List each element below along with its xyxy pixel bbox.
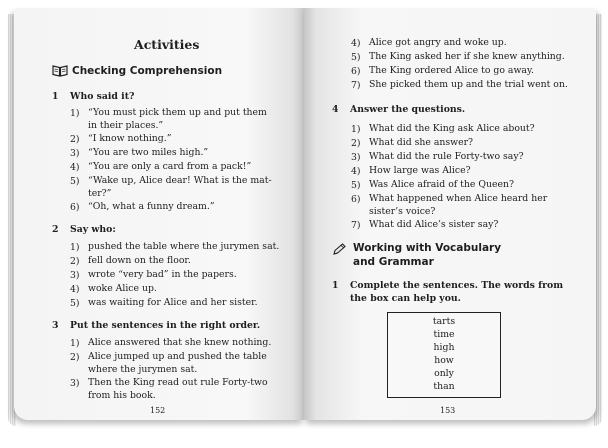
list-item: pushed the table where the jurymen sat. bbox=[88, 241, 280, 252]
list-item: “Wake up, Alice dear! What is the mat- bbox=[88, 175, 272, 186]
task-number: 1 bbox=[52, 91, 59, 102]
section-heading-checking: Checking Comprehension bbox=[72, 65, 223, 77]
word-box-item: than bbox=[433, 381, 455, 392]
pencil-icon bbox=[332, 243, 346, 256]
list-item-continuation: ter?” bbox=[88, 188, 112, 199]
word-box-item: only bbox=[434, 368, 454, 379]
task-number: 2 bbox=[52, 224, 59, 235]
item-number: 5) bbox=[70, 298, 80, 309]
task-number: 4 bbox=[332, 104, 339, 115]
list-item: woke Alice up. bbox=[88, 283, 157, 294]
word-box-item: time bbox=[433, 329, 455, 340]
item-number: 6) bbox=[351, 66, 361, 77]
task-number: 1 bbox=[332, 280, 339, 291]
list-item: How large was Alice? bbox=[369, 165, 471, 176]
item-number: 2) bbox=[70, 134, 80, 145]
word-box bbox=[387, 312, 501, 398]
list-item: “Oh, what a funny dream.” bbox=[88, 201, 215, 212]
list-item: What did Alice’s sister say? bbox=[369, 219, 499, 230]
item-number: 1) bbox=[70, 338, 80, 349]
item-number: 5) bbox=[70, 176, 80, 187]
list-item: Was Alice afraid of the Queen? bbox=[369, 179, 514, 190]
item-number: 2) bbox=[70, 256, 80, 267]
list-item: What did she answer? bbox=[369, 137, 474, 148]
item-number: 4) bbox=[351, 166, 361, 177]
item-number: 6) bbox=[351, 194, 361, 205]
item-number: 1) bbox=[70, 108, 80, 119]
item-number: 2) bbox=[351, 138, 361, 149]
item-number: 1) bbox=[70, 242, 80, 253]
list-item: “I know nothing.” bbox=[88, 133, 172, 144]
item-number: 5) bbox=[351, 180, 361, 191]
item-number: 3) bbox=[351, 152, 361, 163]
task-title: Who said it? bbox=[70, 91, 135, 102]
list-item: wrote “very bad” in the papers. bbox=[88, 269, 237, 280]
list-item: Alice got angry and woke up. bbox=[369, 37, 507, 48]
list-item-continuation: in their places.” bbox=[88, 120, 164, 131]
word-box-item: tarts bbox=[432, 316, 456, 327]
item-number: 6) bbox=[70, 202, 80, 213]
item-number: 3) bbox=[70, 148, 80, 159]
item-number: 3) bbox=[70, 378, 80, 389]
list-item: The King ordered Alice to go away. bbox=[369, 65, 534, 76]
item-number: 4) bbox=[351, 38, 361, 49]
list-item: She picked them up and the trial went on. bbox=[369, 79, 568, 90]
task-instruction-line2: the box can help you. bbox=[350, 293, 461, 304]
list-item: What did the rule Forty-two say? bbox=[369, 151, 524, 162]
list-item: was waiting for Alice and her sister. bbox=[88, 297, 258, 308]
list-item: fell down on the floor. bbox=[88, 255, 191, 266]
item-number: 7) bbox=[351, 220, 361, 231]
page-number: 152 bbox=[150, 406, 166, 415]
section-heading-vocabulary-line2: and Grammar bbox=[353, 256, 434, 268]
item-number: 1) bbox=[351, 124, 361, 135]
list-item: Then the King read out rule Forty-two bbox=[88, 377, 268, 388]
list-item: Alice jumped up and pushed the table bbox=[88, 351, 267, 362]
item-number: 4) bbox=[70, 284, 80, 295]
list-item: “You are only a card from a pack!” bbox=[88, 161, 252, 172]
section-heading-vocabulary: Working with Vocabulary bbox=[353, 242, 502, 254]
item-number: 2) bbox=[70, 352, 80, 363]
book-icon bbox=[52, 64, 68, 77]
list-item: What happened when Alice heard her bbox=[369, 193, 548, 204]
list-item: The King asked her if she knew anything. bbox=[369, 51, 565, 62]
item-number: 3) bbox=[70, 270, 80, 281]
item-number: 5) bbox=[351, 52, 361, 63]
item-number: 7) bbox=[351, 80, 361, 91]
list-item-continuation: sister’s voice? bbox=[369, 206, 436, 217]
page-title: Activities bbox=[134, 37, 200, 52]
list-item-continuation: where the jurymen sat. bbox=[88, 364, 198, 375]
word-box-item: how bbox=[434, 355, 454, 366]
list-item: Alice answered that she knew nothing. bbox=[88, 337, 272, 348]
list-item-continuation: from his book. bbox=[88, 390, 156, 401]
task-title: Say who: bbox=[70, 224, 116, 235]
task-title: Put the sentences in the right order. bbox=[70, 320, 261, 331]
item-number: 4) bbox=[70, 162, 80, 173]
task-instruction: Complete the sentences. The words from bbox=[350, 280, 564, 291]
list-item: What did the King ask Alice about? bbox=[369, 123, 535, 134]
page-number: 153 bbox=[440, 406, 456, 415]
list-item: “You are two miles high.” bbox=[88, 147, 209, 158]
task-number: 3 bbox=[52, 320, 59, 331]
list-item: “You must pick them up and put them bbox=[88, 107, 267, 118]
word-box-item: high bbox=[433, 342, 455, 353]
task-title: Answer the questions. bbox=[350, 104, 466, 115]
